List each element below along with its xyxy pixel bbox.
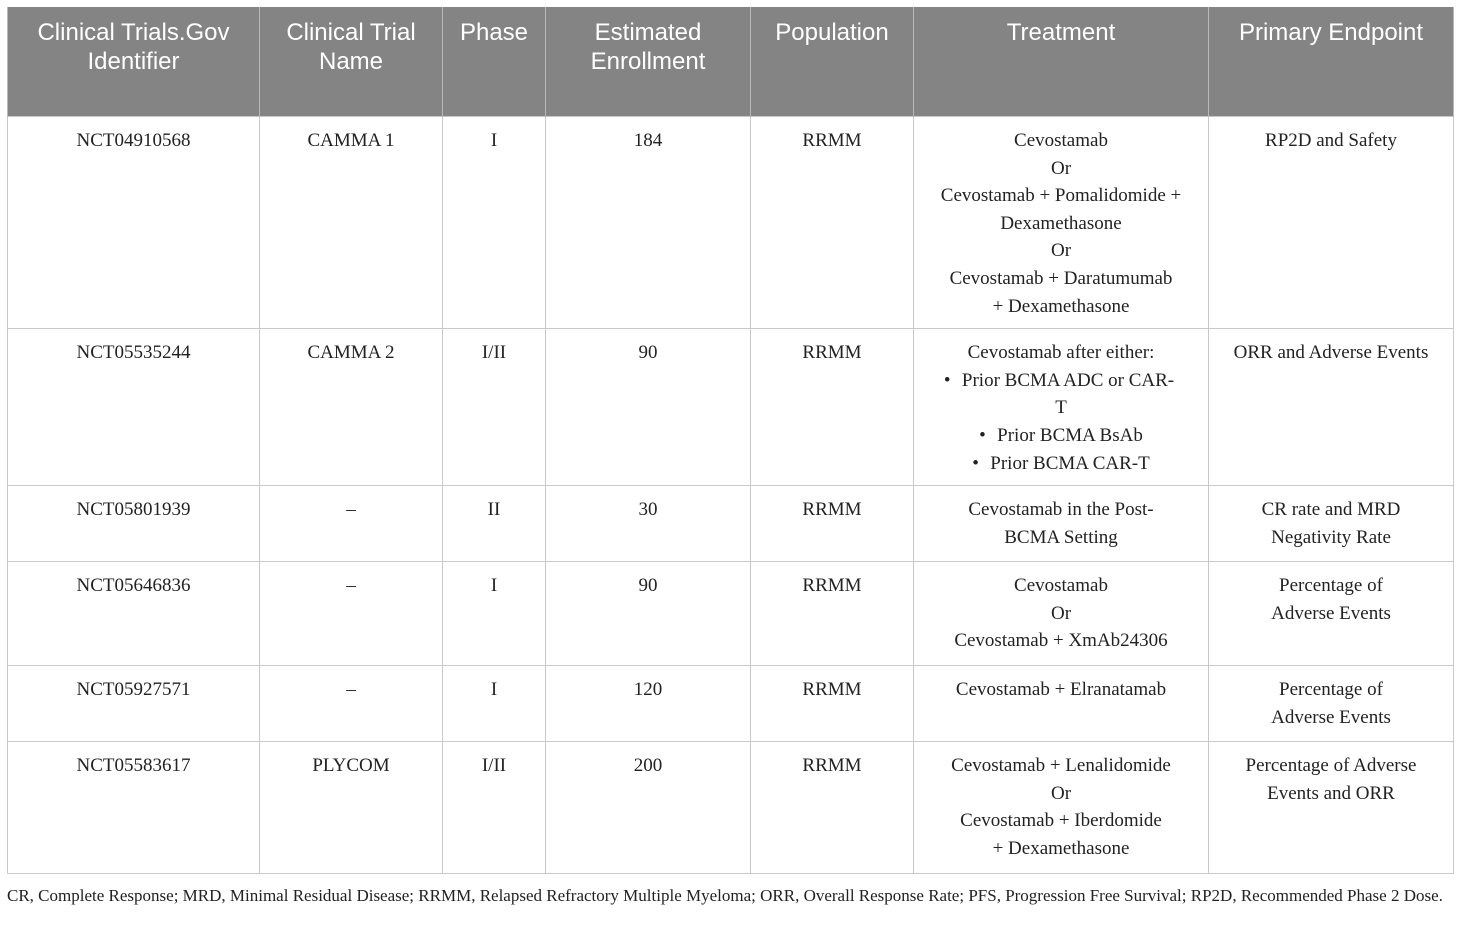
cell-primary-endpoint [1209, 486, 1454, 562]
table-row [8, 329, 1454, 486]
cell-enrollment: 90 [546, 562, 751, 666]
endpoint-line: Adverse Events [1271, 706, 1391, 728]
cell-trial-name: – [260, 486, 443, 562]
cell-treatment [914, 117, 1209, 329]
cell-primary-endpoint: RP2D and Safety [1209, 117, 1454, 329]
cell-enrollment: 30 [546, 486, 751, 562]
header-identifier: Clinical Trials.Gov Identifier [8, 7, 260, 117]
treatment-line: Cevostamab + Daratumumab [949, 267, 1173, 289]
header-trial-name: Clinical Trial Name [260, 7, 443, 117]
cell-trial-name: – [260, 562, 443, 666]
bullet-text: Prior BCMA CAR-T [990, 452, 1150, 474]
treatment-line: Or [1050, 602, 1072, 624]
cell-treatment [914, 562, 1209, 666]
endpoint-line: Percentage of Adverse [1245, 755, 1417, 777]
cell-identifier: NCT05583617 [8, 742, 260, 874]
bullet-icon: • [943, 369, 951, 391]
table-row [8, 666, 1454, 742]
treatment-line: + Dexamethasone [992, 295, 1130, 317]
endpoint-line: Percentage of [1279, 679, 1383, 701]
cell-phase: I/II [443, 329, 546, 486]
treatment-line: Cevostamab + XmAb24306 [954, 630, 1168, 652]
cell-population: RRMM [751, 742, 914, 874]
cell-treatment [914, 329, 1209, 486]
treatment-line: Cevostamab + Lenalidomide [951, 755, 1171, 777]
bullet-icon: • [979, 424, 986, 446]
treatment-line: + Dexamethasone [992, 837, 1130, 859]
cell-population: RRMM [751, 666, 914, 742]
cell-trial-name: – [260, 666, 443, 742]
treatment-line: Dexamethasone [1000, 212, 1122, 234]
cell-phase: I [443, 562, 546, 666]
header-primary-endpoint: Primary Endpoint [1209, 7, 1454, 117]
treatment-line: Cevostamab + Pomalidomide + [940, 185, 1182, 207]
treatment-line: Cevostamab + Elranatamab [955, 679, 1167, 701]
header-treatment: Treatment [914, 7, 1209, 117]
cell-phase: I/II [443, 742, 546, 874]
cell-phase: II [443, 486, 546, 562]
cell-treatment [914, 486, 1209, 562]
treatment-bullet-list [922, 367, 1200, 477]
cell-primary-endpoint [1209, 742, 1454, 874]
header-population: Population [751, 7, 914, 117]
bullet-text: T [1055, 397, 1067, 419]
table-row [8, 117, 1454, 329]
cell-primary-endpoint [1209, 666, 1454, 742]
cell-enrollment: 184 [546, 117, 751, 329]
bullet-text: Prior BCMA BsAb [997, 424, 1143, 446]
endpoint-line: Adverse Events [1271, 602, 1391, 624]
treatment-line: BCMA Setting [1004, 526, 1118, 548]
header-enrollment: Estimated Enrollment [546, 7, 751, 117]
cell-identifier: NCT05535244 [8, 329, 260, 486]
list-item [922, 422, 1200, 450]
bullet-text: Prior BCMA ADC or CAR- [961, 369, 1175, 391]
cell-enrollment: 90 [546, 329, 751, 486]
table-row [8, 486, 1454, 562]
cell-enrollment: 200 [546, 742, 751, 874]
cell-phase: I [443, 666, 546, 742]
bullet-icon: • [972, 452, 979, 474]
table-row [8, 742, 1454, 874]
cell-treatment [914, 742, 1209, 874]
treatment-line: Or [1050, 157, 1072, 179]
endpoint-line: Events and ORR [1267, 782, 1395, 804]
treatment-line: Cevostamab [1014, 575, 1108, 597]
header-phase: Phase [443, 7, 546, 117]
cell-treatment [914, 666, 1209, 742]
cell-identifier: NCT04910568 [8, 117, 260, 329]
treatment-line: Or [1050, 240, 1072, 262]
cell-population: RRMM [751, 117, 914, 329]
list-item [922, 450, 1200, 478]
list-item-continuation [922, 394, 1200, 422]
cell-identifier: NCT05927571 [8, 666, 260, 742]
cell-enrollment: 120 [546, 666, 751, 742]
table-body [8, 117, 1454, 874]
cell-primary-endpoint: ORR and Adverse Events [1209, 329, 1454, 486]
cell-trial-name: CAMMA 1 [260, 117, 443, 329]
treatment-line: Or [1050, 782, 1072, 804]
endpoint-line: Percentage of [1279, 575, 1383, 597]
endpoint-line: CR rate and MRD [1261, 499, 1401, 521]
list-item [922, 367, 1200, 395]
treatment-line: Cevostamab in the Post- [968, 499, 1154, 521]
cell-identifier: NCT05801939 [8, 486, 260, 562]
cell-population: RRMM [751, 562, 914, 666]
table-footnote: CR, Complete Response; MRD, Minimal Residual Disease; RRMM, Relapsed Refractory Multiple Myeloma; ORR, Overall Response Rate; PFS, Progression Free Survival; RP2D, Recommended Phase 2 Dose. [7, 886, 1443, 905]
treatment-intro: Cevostamab after either: [967, 342, 1155, 364]
cell-identifier: NCT05646836 [8, 562, 260, 666]
cell-population: RRMM [751, 486, 914, 562]
table-row [8, 562, 1454, 666]
table-header [8, 7, 1454, 117]
cell-trial-name: CAMMA 2 [260, 329, 443, 486]
clinical-trials-table [7, 7, 1454, 874]
treatment-line: Cevostamab + Iberdomide [960, 810, 1162, 832]
cell-trial-name: PLYCOM [260, 742, 443, 874]
treatment-line: Cevostamab [1014, 130, 1108, 151]
endpoint-line: Negativity Rate [1271, 526, 1391, 548]
header-row [8, 7, 1454, 117]
cell-population: RRMM [751, 329, 914, 486]
cell-phase: I [443, 117, 546, 329]
cell-primary-endpoint [1209, 562, 1454, 666]
